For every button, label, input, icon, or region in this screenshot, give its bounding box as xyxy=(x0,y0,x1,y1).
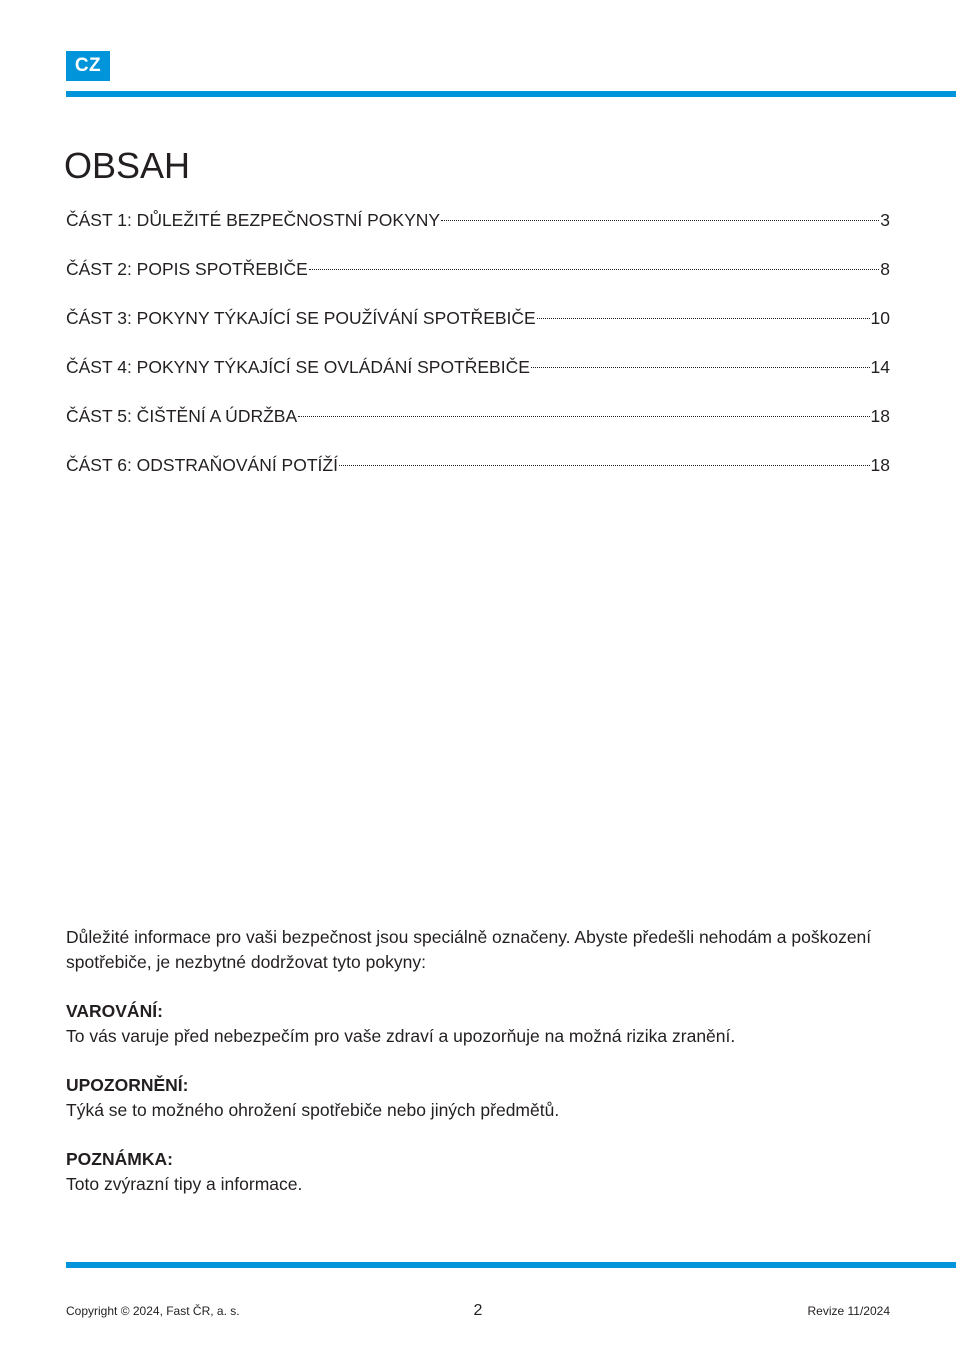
toc-item-page: 10 xyxy=(870,308,890,328)
toc-item-label: ČÁST 3: POKYNY TÝKAJÍCÍ SE POUŽÍVÁNÍ SPOTŘEBIČE xyxy=(66,308,536,328)
warning-heading: VAROVÁNÍ: xyxy=(66,1001,163,1021)
toc-item-page: 8 xyxy=(880,259,890,279)
toc-item-label: ČÁST 1: DŮLEŽITÉ BEZPEČNOSTNÍ POKYNY xyxy=(66,210,441,230)
toc-item-part-6[interactable] xyxy=(66,452,890,501)
note-text: Toto zvýrazní tipy a informace. xyxy=(66,1174,303,1194)
toc-item-part-1[interactable] xyxy=(66,207,890,256)
toc-item-label: ČÁST 2: POPIS SPOTŘEBIČE xyxy=(66,259,308,279)
toc-item-page: 14 xyxy=(870,357,890,377)
toc-item-page: 18 xyxy=(870,455,890,475)
toc-item-part-3[interactable] xyxy=(66,305,890,354)
toc-leader-dots xyxy=(531,367,870,368)
toc-leader-dots xyxy=(537,318,870,319)
toc-leader-dots xyxy=(298,416,869,417)
toc-item-part-5[interactable] xyxy=(66,403,890,452)
toc-item-page: 18 xyxy=(870,406,890,426)
toc-item-part-2[interactable] xyxy=(66,256,890,305)
revision-text: Revize 11/2024 xyxy=(807,1304,890,1318)
caution-heading: UPOZORNĚNÍ: xyxy=(66,1075,189,1095)
toc-item-label: ČÁST 4: POKYNY TÝKAJÍCÍ SE OVLÁDÁNÍ SPOTŘEBIČE xyxy=(66,357,530,377)
warning-block xyxy=(66,999,896,1049)
caution-block xyxy=(66,1073,896,1123)
toc-leader-dots xyxy=(339,465,870,466)
page-number: 2 xyxy=(473,1302,483,1319)
footer-divider xyxy=(66,1262,956,1268)
toc-item-part-4[interactable] xyxy=(66,354,890,403)
toc-leader-dots xyxy=(309,269,879,270)
header-divider xyxy=(66,91,956,97)
safety-info-section xyxy=(66,925,896,1221)
safety-intro-text: Důležité informace pro vaši bezpečnost jsou speciálně označeny. Abyste předešli nehodám a poškození spotřebiče, je nezbytné dodržovat tyto pokyny: xyxy=(66,927,872,972)
page-title: OBSAH xyxy=(64,145,191,186)
toc-item-label: ČÁST 5: ČIŠTĚNÍ A ÚDRŽBA xyxy=(66,406,298,426)
language-badge: CZ xyxy=(66,51,110,81)
note-heading: POZNÁMKA: xyxy=(66,1149,173,1169)
toc-leader-dots xyxy=(441,220,879,221)
warning-text: To vás varuje před nebezpečím pro vaše zdraví a upozorňuje na možná rizika zranění. xyxy=(66,1026,736,1046)
toc-item-page: 3 xyxy=(880,210,890,230)
table-of-contents xyxy=(66,207,890,501)
caution-text: Týká se to možného ohrožení spotřebiče nebo jiných předmětů. xyxy=(66,1100,560,1120)
copyright-text: Copyright © 2024, Fast ČR, a. s. xyxy=(66,1304,240,1318)
toc-item-label: ČÁST 6: ODSTRAŇOVÁNÍ POTÍŽÍ xyxy=(66,455,338,475)
note-block xyxy=(66,1147,896,1197)
